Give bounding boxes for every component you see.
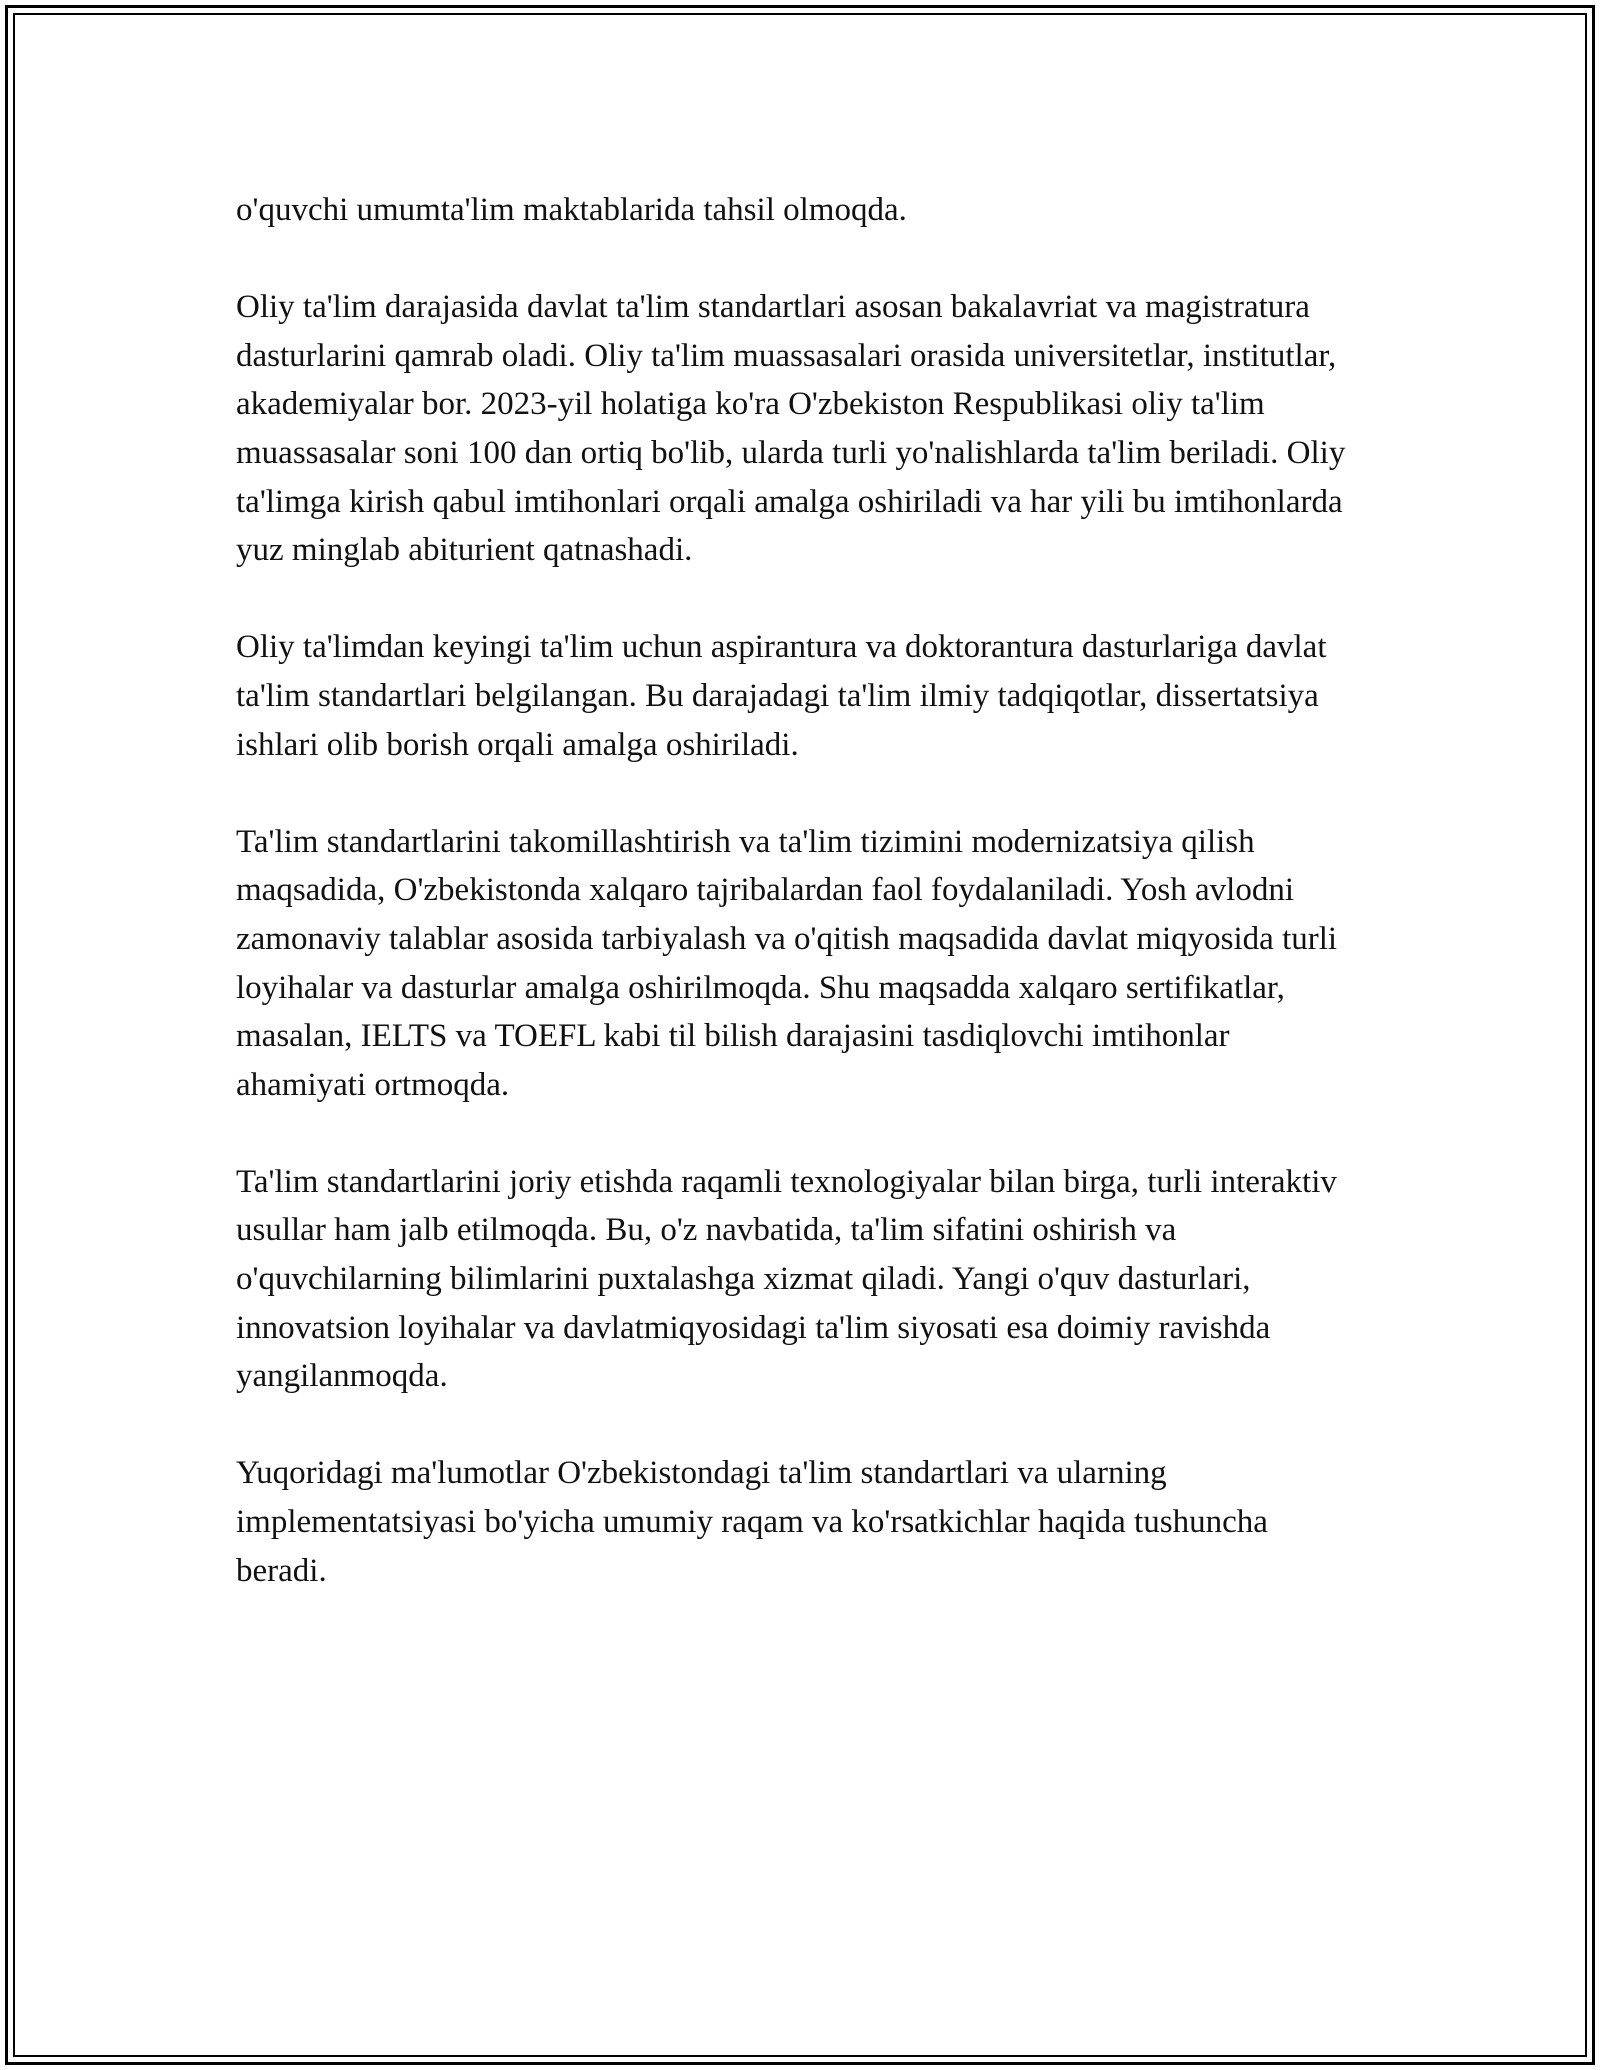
paragraph-modernization: Ta'lim standartlarini takomillashtirish va ta'lim tizimini modernizatsiya qilish maqsadida, O'zbekistonda xalqaro tajribalardan faol foydalaniladi. Yosh avlodni zamonaviy talablar asosida tarbiyalash va o'qitish maqsadida davlat miqyosida turli loyihalar va dasturlar amalga oshirilmoqda. Shu maqsadda xalqaro sertifikatlar, masalan, IELTS va TOEFL kabi til bilish darajasini tasdiqlovchi imtihonlar ahamiyati ortmoqda. — [236, 823, 1338, 1103]
paragraph-conclusion: Yuqoridagi ma'lumotlar O'zbekistondagi ta'lim standartlari va ularning implementatsiyasi bo'yicha umumiy raqam va ko'rsatkichlar haqida tushuncha beradi. — [236, 1455, 1268, 1589]
paragraph-postgraduate: Oliy ta'limdan keyingi ta'lim uchun aspirantura va doktorantura dasturlariga davlat ta'lim standartlari belgilangan. Bu darajadagi ta'lim ilmiy tadqiqotlar, dissertatsiya ishlari olib borish orqali amalga oshiriladi. — [236, 629, 1327, 763]
paragraph-digital-technologies: Ta'lim standartlarini joriy etishda raqamli texnologiyalar bilan birga, turli interaktiv usullar ham jalb etilmoqda. Bu, o'z navbatida, ta'lim sifatini oshirish va o'quvchilarning bilimlarini puxtalashga xizmat qiladi. Yangi o'quv dasturlari, innovatsion loyihalar va davlatmiqyosidagi ta'lim siyosati esa doimiy ravishda yangilanmoqda. — [236, 1163, 1337, 1395]
document-body — [236, 186, 1366, 1644]
paragraph-higher-education: Oliy ta'lim darajasida davlat ta'lim standartlari asosan bakalavriat va magistratura dasturlarini qamrab oladi. Oliy ta'lim muassasalari orasida universitetlar, institutlar, akademiyalar bor. 2023-yil holatiga ko'ra O'zbekiston Respublikasi oliy ta'lim muassasalar soni 100 dan ortiq bo'lib, ularda turli yo'nalishlarda ta'lim beriladi. Oliy ta'limga kirish qabul imtihonlari orqali amalga oshiriladi va har yili bu imtihonlarda yuz minglab abiturient qatnashadi. — [236, 289, 1346, 569]
paragraph-continuation: o'quvchi umumta'lim maktablarida tahsil olmoqda. — [236, 192, 907, 228]
